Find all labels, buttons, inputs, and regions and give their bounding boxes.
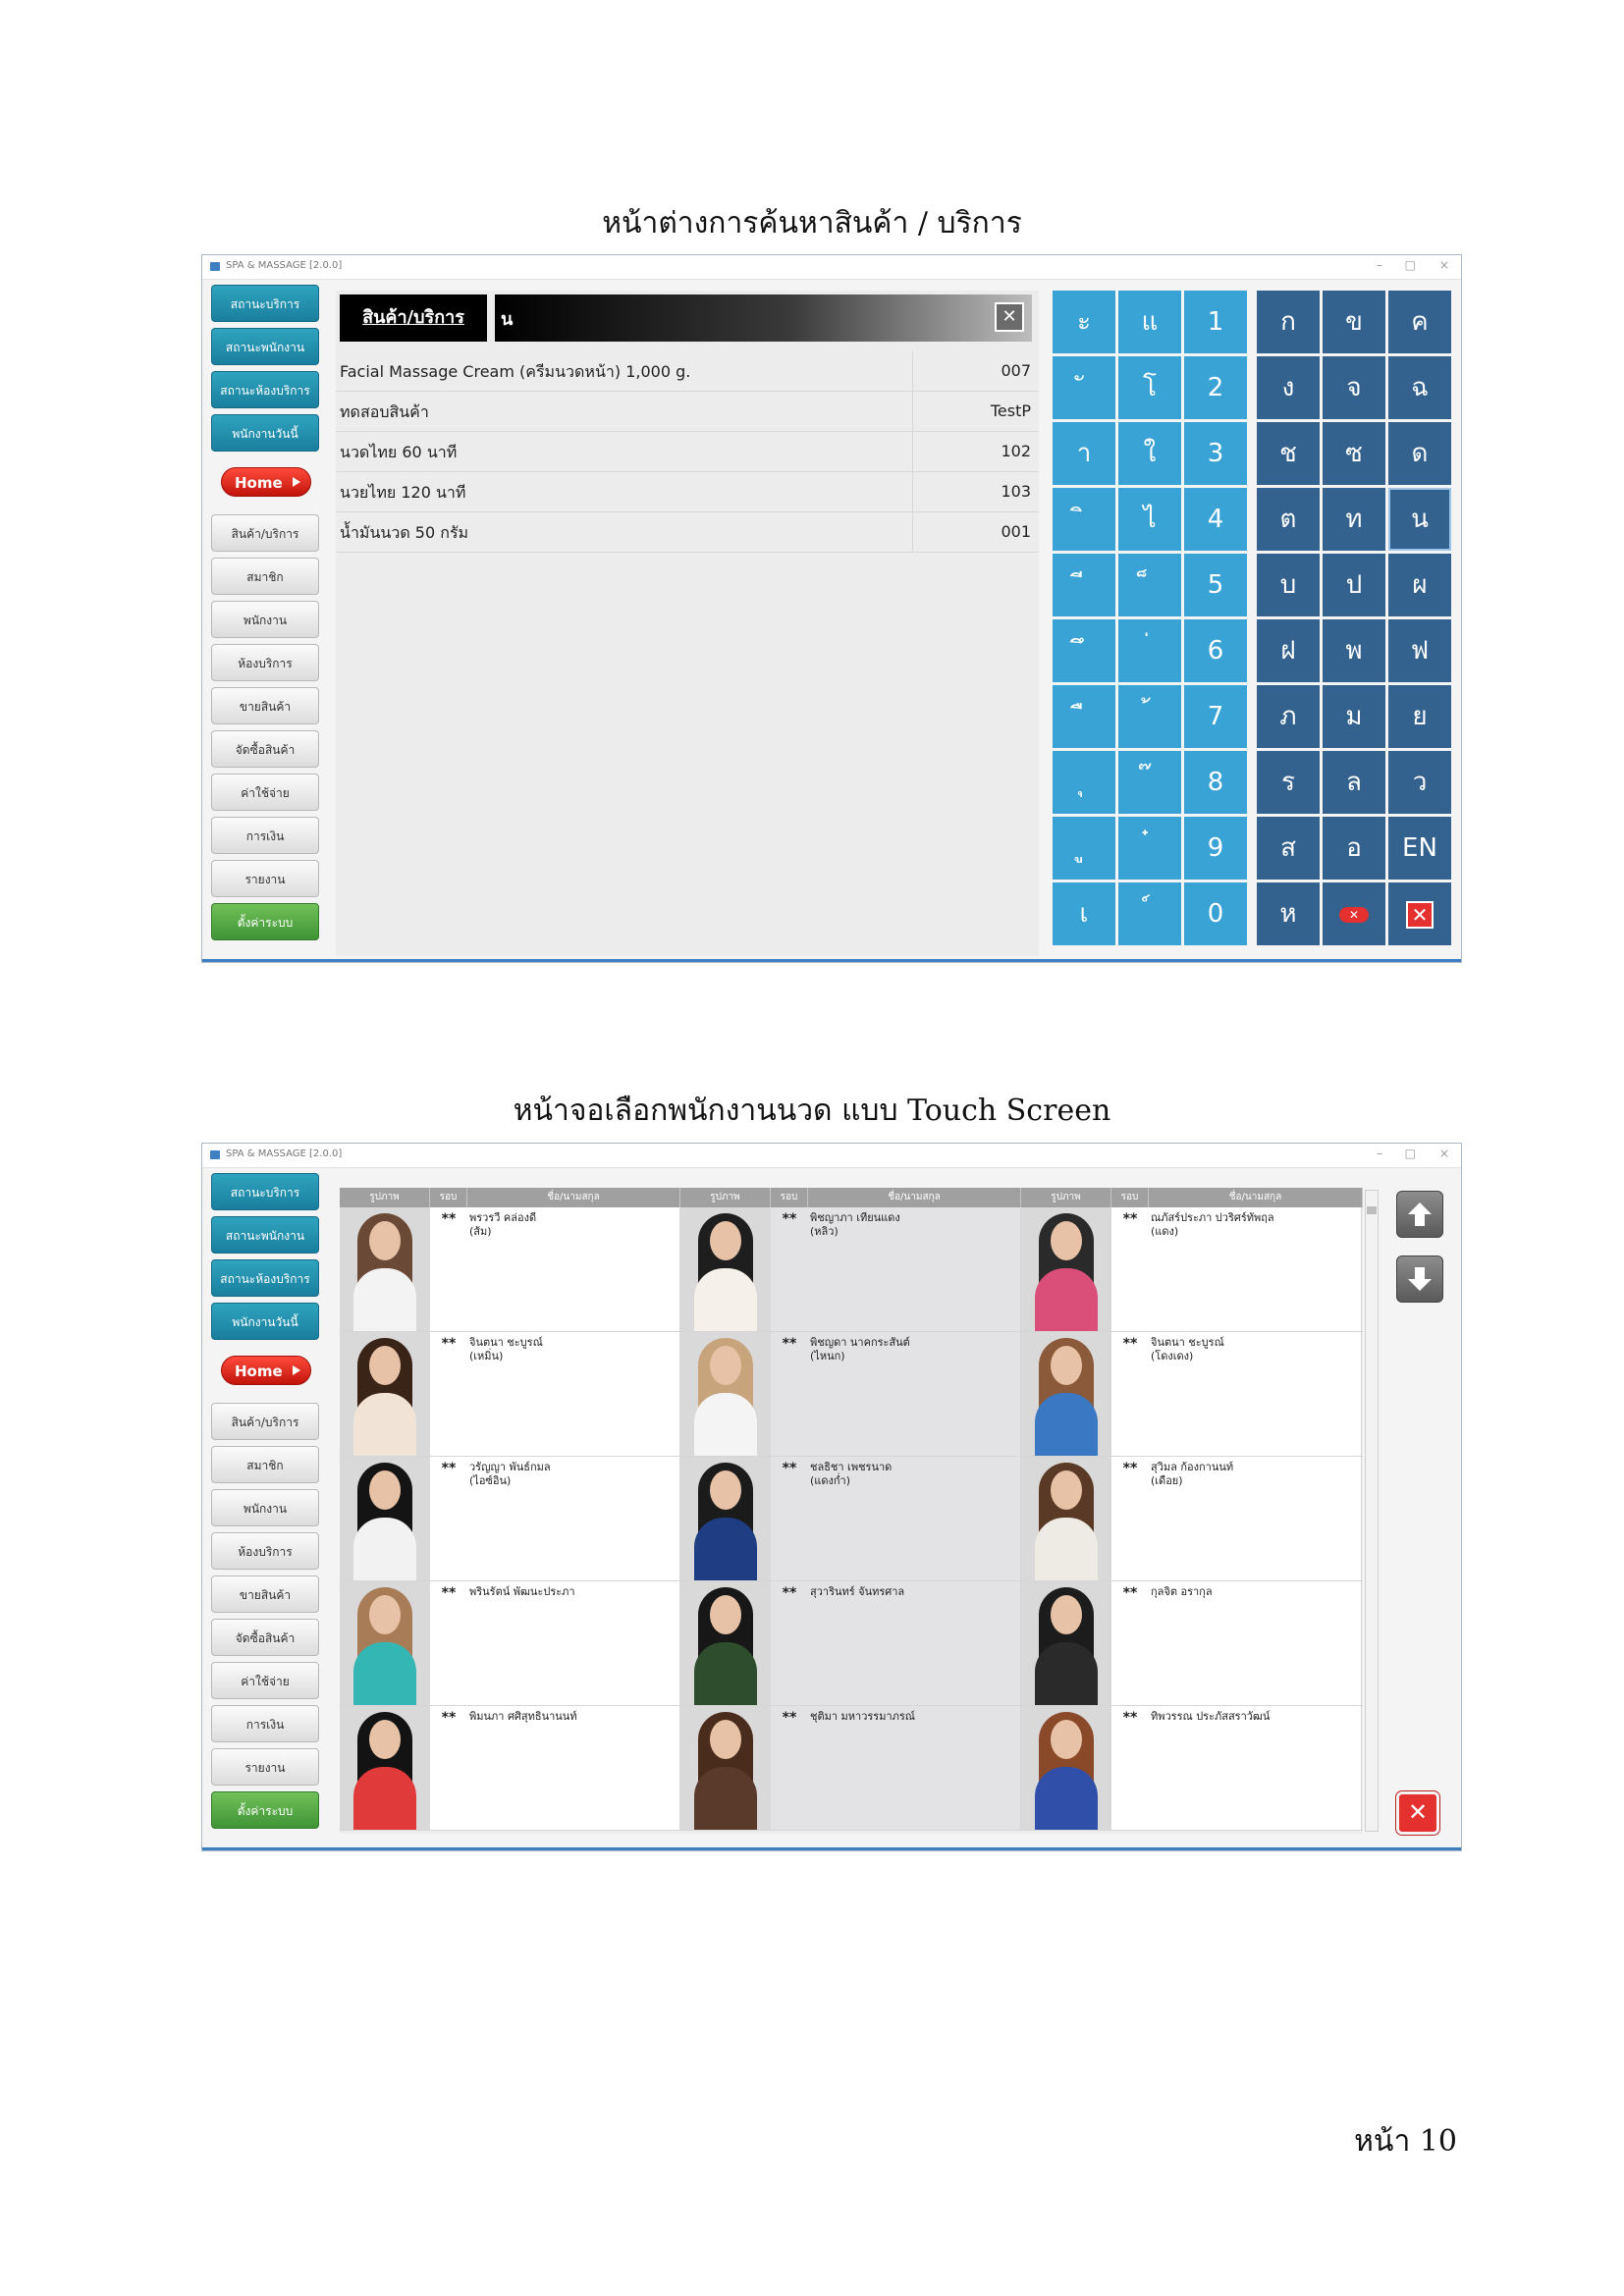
search-bar: [340, 294, 1032, 342]
employee-name-block: [808, 1457, 1020, 1580]
employee-rounds: **: [1122, 1461, 1138, 1476]
keyboard-key[interactable]: ส: [1257, 817, 1320, 880]
column-header-name: ชื่อ/นามสกุล: [808, 1188, 1021, 1207]
photo-outfit: [694, 1268, 757, 1331]
minimize-icon[interactable]: –: [1377, 1147, 1382, 1160]
employee-photo: [1021, 1332, 1111, 1456]
employee-nickname: (แดง): [1151, 1225, 1179, 1238]
photo-face: [1051, 1470, 1082, 1510]
keyboard-key[interactable]: ท: [1323, 488, 1385, 551]
grid-scrollbar[interactable]: [1365, 1190, 1379, 1832]
keyboard-key[interactable]: ล: [1323, 751, 1385, 814]
employee-card[interactable]: [680, 1581, 1021, 1705]
keyboard-key[interactable]: ซ: [1323, 422, 1385, 485]
employee-card[interactable]: [1021, 1457, 1362, 1580]
photo-outfit: [694, 1518, 757, 1580]
keyboard-key[interactable]: [1118, 817, 1181, 880]
product-code: 001: [912, 512, 1031, 552]
close-icon[interactable]: ×: [1438, 1147, 1449, 1160]
employee-name: พรวรวี คล่องดี: [469, 1211, 537, 1224]
page-number: หน้า 10: [1354, 2124, 1457, 2159]
keyboard-key[interactable]: 6: [1184, 619, 1247, 682]
grid-header: [340, 1188, 1363, 1207]
photo-face: [710, 1720, 741, 1759]
product-code: TestP: [912, 392, 1031, 431]
keyboard-key[interactable]: [1118, 554, 1181, 616]
employee-photo: [680, 1207, 771, 1331]
app-icon: [210, 262, 220, 271]
employee-name: พิชญาภา เทียนแดง: [810, 1211, 900, 1224]
close-icon: ✕: [1407, 1798, 1429, 1826]
thai-keyboard: [1053, 291, 1457, 956]
keyboard-key[interactable]: แ: [1118, 291, 1181, 353]
maximize-icon[interactable]: □: [1404, 258, 1416, 272]
employee-nickname: (ไอซ์อิน): [469, 1474, 512, 1487]
photo-outfit: [1035, 1268, 1098, 1331]
keyboard-key[interactable]: [1053, 356, 1115, 419]
minimize-icon[interactable]: –: [1377, 258, 1382, 272]
table-row: [340, 1207, 1363, 1332]
clear-icon[interactable]: ✕: [995, 302, 1024, 332]
keyboard-key[interactable]: [1053, 619, 1115, 682]
photo-outfit: [1035, 1642, 1098, 1705]
column-header-photo: รูปภาพ: [340, 1188, 430, 1207]
keyboard-key[interactable]: ย: [1388, 685, 1451, 748]
employee-name-block: [467, 1332, 679, 1456]
column-header-rounds: รอบ: [1111, 1188, 1149, 1207]
employee-card[interactable]: [680, 1457, 1021, 1580]
employee-rounds: **: [782, 1336, 797, 1352]
home-label: Home: [235, 1362, 283, 1380]
employee-name: พิมนภา ศศิสุทธินานนท์: [469, 1710, 577, 1723]
sidebar-item-sales[interactable]: ขายสินค้า: [211, 1575, 319, 1613]
sidebar-item-employees-today[interactable]: พนักงานวันนี้: [211, 414, 319, 452]
product-name: นวดไทย 60 นาที: [340, 443, 458, 461]
title-bar: [202, 255, 1461, 280]
photo-outfit: [1035, 1767, 1098, 1830]
keyboard-key[interactable]: ป: [1323, 554, 1385, 616]
keyboard-key[interactable]: ไ: [1118, 488, 1181, 551]
employee-rounds: **: [1122, 1710, 1138, 1726]
photo-face: [369, 1221, 401, 1260]
window-title: SPA & MASSAGE [2.0.0]: [226, 260, 343, 271]
keyboard-key[interactable]: [1118, 882, 1181, 945]
keyboard-key[interactable]: 3: [1184, 422, 1247, 485]
keyboard-key[interactable]: ภ: [1257, 685, 1320, 748]
employee-name: ทิพวรรณ ประภัสสราวัฒน์: [1151, 1710, 1271, 1723]
employee-photo: [340, 1706, 430, 1830]
caption-employee-screen: หน้าจอเลือกพนักงานนวด แบบ Touch Screen: [513, 1094, 1111, 1128]
arrow-right-icon: [293, 477, 300, 487]
employee-name: ชุติมา มหาวรรมาภรณ์: [810, 1710, 915, 1723]
window-bottom-border: [202, 1847, 1461, 1850]
sidebar-item-members[interactable]: สมาชิก: [211, 558, 319, 595]
list-item[interactable]: [336, 472, 1039, 512]
sidebar-item-room-status[interactable]: สถานะห้องบริการ: [211, 1259, 319, 1297]
employee-name: สุวารินทร์ จันทรศาล: [810, 1585, 905, 1598]
sidebar-item-expenses[interactable]: ค่าใช้จ่าย: [211, 774, 319, 811]
employee-photo: [680, 1332, 771, 1456]
employee-name: วรัญญา พันธ์กมล: [469, 1461, 551, 1473]
photo-outfit: [353, 1642, 416, 1705]
keyboard-key[interactable]: 1: [1184, 291, 1247, 353]
employee-nickname: (ไหนก): [810, 1350, 845, 1362]
employee-rounds: **: [441, 1710, 457, 1726]
keyboard-key[interactable]: ฝ: [1257, 619, 1320, 682]
keyboard-key[interactable]: 0: [1184, 882, 1247, 945]
sidebar-item-members[interactable]: สมาชิก: [211, 1446, 319, 1483]
table-row: [340, 1457, 1363, 1581]
close-screen-button[interactable]: [1396, 1791, 1439, 1835]
list-item[interactable]: [336, 512, 1039, 553]
keyboard-key[interactable]: 5: [1184, 554, 1247, 616]
photo-face: [1051, 1221, 1082, 1260]
keyboard-key[interactable]: [1053, 751, 1115, 814]
photo-face: [1051, 1720, 1082, 1759]
column-header-rounds: รอบ: [430, 1188, 467, 1207]
backspace-icon: ✕: [1339, 907, 1369, 923]
home-label: Home: [235, 474, 283, 492]
sidebar-item-room-status[interactable]: สถานะห้องบริการ: [211, 371, 319, 408]
sidebar-item-employees-today[interactable]: พนักงานวันนี้: [211, 1303, 319, 1340]
employee-name-block: [1149, 1457, 1361, 1580]
app-icon: [210, 1150, 220, 1159]
keyboard-key[interactable]: [1053, 685, 1115, 748]
product-name: Facial Massage Cream (ครีมนวดหน้า) 1,000 g.: [340, 362, 691, 381]
employee-photo: [340, 1332, 430, 1456]
keyboard-key[interactable]: า: [1053, 422, 1115, 485]
employee-card[interactable]: [1021, 1581, 1362, 1705]
photo-outfit: [694, 1767, 757, 1830]
employee-window: [201, 1143, 1462, 1851]
employee-name: สุวิมล ก้องกานนท์: [1151, 1461, 1234, 1473]
sidebar-item-employee-status[interactable]: สถานะพนักงาน: [211, 1216, 319, 1254]
keyboard-key[interactable]: พ: [1323, 619, 1385, 682]
employee-nickname: (ส้ม): [469, 1225, 492, 1238]
sidebar-item-rooms[interactable]: ห้องบริการ: [211, 1532, 319, 1570]
product-name: นวยไทย 120 นาที: [340, 483, 466, 502]
employee-rounds: **: [441, 1461, 457, 1476]
employee-photo: [1021, 1457, 1111, 1580]
photo-outfit: [1035, 1393, 1098, 1456]
employee-name: จินตนา ชะบูรณ์: [469, 1336, 543, 1349]
employee-photo: [340, 1457, 430, 1580]
home-button[interactable]: [221, 1356, 311, 1385]
employee-rows: [340, 1207, 1363, 1831]
employee-nickname: (เดือย): [1151, 1474, 1183, 1487]
title-bar: [202, 1144, 1461, 1168]
table-row: [340, 1706, 1363, 1831]
employee-rounds: **: [441, 1336, 457, 1352]
language-toggle-key[interactable]: EN: [1388, 817, 1451, 880]
column-header-name: ชื่อ/นามสกุล: [467, 1188, 680, 1207]
employee-name-block: [1149, 1207, 1361, 1331]
photo-outfit: [353, 1767, 416, 1830]
caption-search-window: หน้าต่างการค้นหาสินค้า / บริการ: [602, 206, 1022, 240]
employee-nickname: (แดงก่ำ): [810, 1474, 851, 1487]
product-code: 103: [912, 472, 1031, 511]
keyboard-key[interactable]: 8: [1184, 751, 1247, 814]
keyboard-key[interactable]: ค: [1388, 291, 1451, 353]
keyboard-key[interactable]: น: [1388, 488, 1451, 551]
employee-photo: [680, 1706, 771, 1830]
employee-photo: [680, 1581, 771, 1705]
employee-photo: [340, 1207, 430, 1331]
photo-face: [710, 1470, 741, 1510]
employee-name: กุลจิต อรากุล: [1151, 1585, 1213, 1598]
sidebar-item-settings[interactable]: ตั้งค่าระบบ: [211, 903, 319, 940]
keyboard-key[interactable]: [1053, 817, 1115, 880]
keyboard-key[interactable]: ใ: [1118, 422, 1181, 485]
keyboard-key[interactable]: ข: [1323, 291, 1385, 353]
keyboard-key[interactable]: 7: [1184, 685, 1247, 748]
photo-outfit: [353, 1393, 416, 1456]
home-area: [211, 1346, 319, 1397]
sidebar-item-settings[interactable]: ตั้งค่าระบบ: [211, 1791, 319, 1829]
keyboard-key[interactable]: [1053, 554, 1115, 616]
photo-outfit: [353, 1518, 416, 1580]
column-header-photo: รูปภาพ: [680, 1188, 771, 1207]
sidebar-item-service-status[interactable]: สถานะบริการ: [211, 1173, 319, 1210]
photo-face: [369, 1720, 401, 1759]
search-label: สินค้า/บริการ: [340, 294, 487, 342]
employee-nickname: (หลิว): [810, 1225, 839, 1238]
employee-name-block: [467, 1581, 679, 1705]
employee-name: พรินรัตน์ พัฒนะประภา: [469, 1585, 575, 1598]
employee-card[interactable]: [680, 1332, 1021, 1456]
keyboard-key[interactable]: [1118, 751, 1181, 814]
list-item[interactable]: [336, 351, 1039, 392]
photo-outfit: [694, 1393, 757, 1456]
employee-name-block: [1149, 1706, 1361, 1830]
keyboard-key[interactable]: ร: [1257, 751, 1320, 814]
employee-card[interactable]: [680, 1207, 1021, 1331]
sidebar-item-employees[interactable]: พนักงาน: [211, 1489, 319, 1526]
close-icon: ✕: [1406, 901, 1434, 929]
sidebar-item-employees[interactable]: พนักงาน: [211, 601, 319, 638]
arrow-right-icon: [293, 1365, 300, 1375]
list-item[interactable]: [336, 392, 1039, 432]
sidebar-item-reports[interactable]: รายงาน: [211, 1748, 319, 1786]
keyboard-key[interactable]: 9: [1184, 817, 1247, 880]
keyboard-key[interactable]: ด: [1388, 422, 1451, 485]
employee-rounds: **: [1122, 1336, 1138, 1352]
employee-card[interactable]: [340, 1207, 680, 1331]
employee-grid: [340, 1188, 1363, 1834]
employee-name-block: [808, 1706, 1020, 1830]
photo-face: [369, 1346, 401, 1385]
photo-face: [369, 1470, 401, 1510]
arrow-up-icon: [1405, 1200, 1435, 1229]
employee-name-block: [467, 1207, 679, 1331]
employee-photo: [1021, 1581, 1111, 1705]
employee-rounds: **: [441, 1585, 457, 1601]
search-input[interactable]: [495, 294, 1032, 342]
employee-rounds: **: [1122, 1585, 1138, 1601]
scroll-down-button[interactable]: [1396, 1255, 1443, 1303]
employee-photo: [340, 1581, 430, 1705]
employee-rounds: **: [441, 1211, 457, 1227]
scrollbar-thumb[interactable]: [1367, 1206, 1377, 1214]
employee-card[interactable]: [1021, 1332, 1362, 1456]
table-row: [340, 1581, 1363, 1706]
sidebar-item-purchasing[interactable]: จัดซื้อสินค้า: [211, 1619, 319, 1656]
employee-name: พิชญดา นาคกระสันต์: [810, 1336, 910, 1349]
employee-rounds: **: [782, 1461, 797, 1476]
employee-photo: [1021, 1207, 1111, 1331]
keyboard-key[interactable]: ะ: [1053, 291, 1115, 353]
keyboard-key[interactable]: อ: [1323, 817, 1385, 880]
column-header-name: ชื่อ/นามสกุล: [1149, 1188, 1363, 1207]
employee-name-block: [467, 1457, 679, 1580]
keyboard-key[interactable]: บ: [1257, 554, 1320, 616]
keyboard-consonants: [1257, 291, 1451, 945]
sidebar-item-service-status[interactable]: สถานะบริการ: [211, 285, 319, 322]
product-code: 102: [912, 432, 1031, 471]
backspace-key[interactable]: [1323, 882, 1385, 945]
product-name: ทดสอบสินค้า: [340, 402, 429, 421]
employee-card[interactable]: [1021, 1207, 1362, 1331]
keyboard-key[interactable]: ม: [1323, 685, 1385, 748]
employee-rounds: **: [782, 1585, 797, 1601]
employee-card[interactable]: [680, 1706, 1021, 1830]
sidebar-item-employee-status[interactable]: สถานะพนักงาน: [211, 328, 319, 365]
keyboard-key[interactable]: ก: [1257, 291, 1320, 353]
window-title: SPA & MASSAGE [2.0.0]: [226, 1148, 343, 1159]
window-bottom-border: [202, 959, 1461, 962]
employee-name-block: [808, 1581, 1020, 1705]
product-code: 007: [912, 351, 1031, 391]
employee-nickname: (โดงเดง): [1151, 1350, 1194, 1362]
employee-name-block: [1149, 1581, 1361, 1705]
keyboard-key[interactable]: ผ: [1388, 554, 1451, 616]
employee-card[interactable]: [340, 1332, 680, 1456]
column-header-rounds: รอบ: [771, 1188, 808, 1207]
employee-photo: [680, 1457, 771, 1580]
product-name: น้ำมันนวด 50 กรัม: [340, 523, 469, 542]
employee-nickname: (เหมิ่น): [469, 1350, 504, 1362]
scroll-up-button[interactable]: [1396, 1191, 1443, 1238]
employee-card[interactable]: [340, 1706, 680, 1830]
employee-rounds: **: [1122, 1211, 1138, 1227]
sidebar: [211, 285, 319, 946]
employee-photo: [1021, 1706, 1111, 1830]
sidebar-item-rooms[interactable]: ห้องบริการ: [211, 644, 319, 681]
photo-face: [710, 1221, 741, 1260]
employee-rounds: **: [782, 1710, 797, 1726]
employee-card[interactable]: [1021, 1706, 1362, 1830]
photo-outfit: [1035, 1518, 1098, 1580]
keyboard-key[interactable]: [1118, 619, 1181, 682]
column-header-photo: รูปภาพ: [1021, 1188, 1111, 1207]
keyboard-key[interactable]: 4: [1184, 488, 1247, 551]
sidebar-item-finance[interactable]: การเงิน: [211, 817, 319, 854]
product-search-panel: [336, 291, 1039, 956]
sidebar-item-products[interactable]: สินค้า/บริการ: [211, 514, 319, 552]
photo-face: [1051, 1595, 1082, 1634]
keyboard-vowels-digits: [1053, 291, 1247, 945]
employee-name-block: [808, 1207, 1020, 1331]
keyboard-key[interactable]: โ: [1118, 356, 1181, 419]
sidebar-item-sales[interactable]: ขายสินค้า: [211, 687, 319, 724]
product-list: [336, 351, 1039, 553]
keyboard-key[interactable]: ช: [1257, 422, 1320, 485]
sidebar-item-purchasing[interactable]: จัดซื้อสินค้า: [211, 730, 319, 768]
keyboard-key[interactable]: ต: [1257, 488, 1320, 551]
sidebar-item-finance[interactable]: การเงิน: [211, 1705, 319, 1742]
close-keyboard-key[interactable]: [1388, 882, 1451, 945]
keyboard-key[interactable]: [1118, 685, 1181, 748]
close-icon[interactable]: ×: [1438, 258, 1449, 272]
keyboard-key[interactable]: จ: [1323, 356, 1385, 419]
photo-face: [710, 1346, 741, 1385]
table-row: [340, 1332, 1363, 1457]
sidebar-item-products[interactable]: สินค้า/บริการ: [211, 1403, 319, 1440]
keyboard-key[interactable]: เ: [1053, 882, 1115, 945]
employee-name-block: [1149, 1332, 1361, 1456]
maximize-icon[interactable]: □: [1404, 1147, 1416, 1160]
sidebar: [211, 1173, 319, 1835]
employee-name-block: [808, 1332, 1020, 1456]
keyboard-key[interactable]: ฉ: [1388, 356, 1451, 419]
list-item[interactable]: [336, 432, 1039, 472]
employee-card[interactable]: [340, 1457, 680, 1580]
employee-name-block: [467, 1706, 679, 1830]
employee-rounds: **: [782, 1211, 797, 1227]
keyboard-key[interactable]: [1053, 488, 1115, 551]
photo-face: [1051, 1346, 1082, 1385]
sidebar-item-reports[interactable]: รายงาน: [211, 860, 319, 897]
employee-name: จินตนา ชะบูรณ์: [1151, 1336, 1224, 1349]
home-area: [211, 457, 319, 508]
photo-outfit: [353, 1268, 416, 1331]
employee-name: ณภัสร์ประภา ปวริศร์ทัพฤล: [1151, 1211, 1274, 1224]
keyboard-key[interactable]: ว: [1388, 751, 1451, 814]
photo-face: [710, 1595, 741, 1634]
photo-face: [369, 1595, 401, 1634]
photo-outfit: [694, 1642, 757, 1705]
keyboard-key[interactable]: ฟ: [1388, 619, 1451, 682]
search-window: [201, 254, 1462, 963]
sidebar-item-expenses[interactable]: ค่าใช้จ่าย: [211, 1662, 319, 1699]
arrow-down-icon: [1405, 1264, 1435, 1294]
keyboard-key[interactable]: ห: [1257, 882, 1320, 945]
keyboard-key[interactable]: ง: [1257, 356, 1320, 419]
home-button[interactable]: [221, 467, 311, 497]
keyboard-key[interactable]: 2: [1184, 356, 1247, 419]
employee-card[interactable]: [340, 1581, 680, 1705]
employee-name: ชลธิชา เพชรนาด: [810, 1461, 893, 1473]
